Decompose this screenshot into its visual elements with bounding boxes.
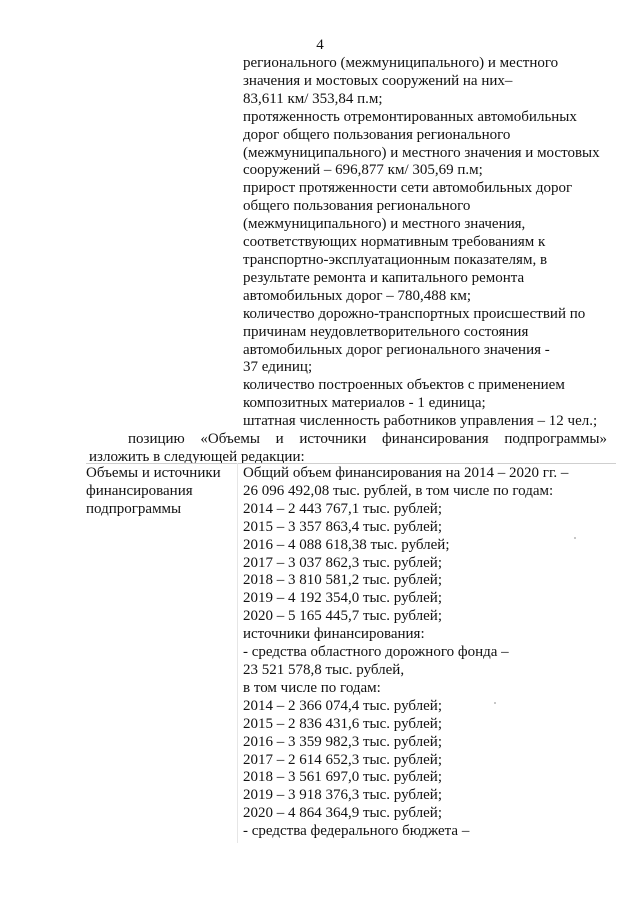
text-line: значения и мостовых сооружений на них– — [243, 72, 513, 89]
text-line: протяженность отремонтированных автомобильных — [243, 108, 577, 125]
intro-line: изложить в следующей редакции: — [89, 449, 305, 465]
table-label-cell — [86, 465, 236, 519]
text-line: причинам неудовлетворительного состояния — [243, 323, 529, 340]
text-line: сооружений – 696,877 км/ 305,69 п.м; — [243, 162, 483, 179]
value-line: 2020 – 5 165 445,7 тыс. рублей; — [243, 608, 442, 625]
text-line: композитных материалов - 1 единица; — [243, 395, 486, 412]
label-line: Объемы и источники — [86, 465, 221, 481]
scan-speck — [494, 702, 496, 704]
text-line: транспортно-эксплуатационным показателям, в — [243, 251, 548, 268]
value-line: в том числе по годам: — [243, 679, 381, 696]
text-line: прирост протяженности сети автомобильных дорог — [243, 180, 573, 197]
text-line: автомобильных дорог регионального значения - — [243, 341, 550, 358]
value-line: 2014 – 2 366 074,4 тыс. рублей; — [243, 697, 442, 714]
text-line: 37 единиц; — [243, 359, 313, 376]
text-line: результате ремонта и капитального ремонта — [243, 269, 525, 286]
value-line: - средства федерального бюджета – — [243, 823, 470, 840]
text-line: регионального (межмуниципального) и местного — [243, 55, 559, 71]
value-line: 2014 – 2 443 767,1 тыс. рублей; — [243, 500, 442, 517]
text-line: общего пользования регионального — [243, 198, 471, 215]
text-line: 83,611 км/ 353,84 п.м; — [243, 90, 383, 107]
value-line: 26 096 492,08 тыс. рублей, в том числе по годам: — [243, 482, 554, 499]
value-line: - средства областного дорожного фонда – — [243, 644, 509, 661]
intro-paragraph — [89, 430, 607, 466]
table-top-border — [86, 463, 616, 464]
value-line: 2020 – 4 864 364,9 тыс. рублей; — [243, 805, 442, 822]
scan-speck — [574, 537, 576, 539]
table-column-divider — [237, 463, 238, 843]
value-line: 2015 – 2 836 431,6 тыс. рублей; — [243, 715, 442, 732]
value-line: Общий объем финансирования на 2014 – 2020 гг. – — [243, 465, 569, 481]
table-value-cell — [243, 465, 616, 841]
value-line: 2016 – 4 088 618,38 тыс. рублей; — [243, 536, 450, 553]
label-line: финансирования — [86, 482, 193, 499]
text-line: соответствующих нормативным требованиям к — [243, 234, 546, 251]
text-line: автомобильных дорог – 780,488 км; — [243, 287, 472, 304]
page-number: 4 — [316, 37, 324, 53]
value-line: 2017 – 3 037 862,3 тыс. рублей; — [243, 554, 442, 571]
intro-line: позицию «Объемы и источники финансирования подпрограммы» — [128, 431, 607, 447]
label-line: подпрограммы — [86, 500, 182, 517]
text-line: (межмуниципального) и местного значения и мостовых — [243, 144, 600, 161]
value-line: 2019 – 3 918 376,3 тыс. рублей; — [243, 787, 442, 804]
text-line: количество построенных объектов с применением — [243, 377, 565, 394]
text-line: штатная численность работников управления – 12 чел.; — [243, 413, 598, 430]
indicators-text-block — [243, 55, 618, 431]
value-line: 2016 – 3 359 982,3 тыс. рублей; — [243, 733, 442, 750]
value-line: 2019 – 4 192 354,0 тыс. рублей; — [243, 590, 442, 607]
text-line: дорог общего пользования регионального — [243, 126, 511, 143]
value-line: 2017 – 2 614 652,3 тыс. рублей; — [243, 751, 442, 768]
value-line: 2018 – 3 810 581,2 тыс. рублей; — [243, 572, 442, 589]
text-line: (межмуниципального) и местного значения, — [243, 216, 526, 233]
text-line: количество дорожно-транспортных происшествий по — [243, 305, 586, 322]
value-line: 2015 – 3 357 863,4 тыс. рублей; — [243, 518, 442, 535]
value-line: 2018 – 3 561 697,0 тыс. рублей; — [243, 769, 442, 786]
value-line: 23 521 578,8 тыс. рублей, — [243, 661, 405, 678]
value-line: источники финансирования: — [243, 626, 425, 643]
